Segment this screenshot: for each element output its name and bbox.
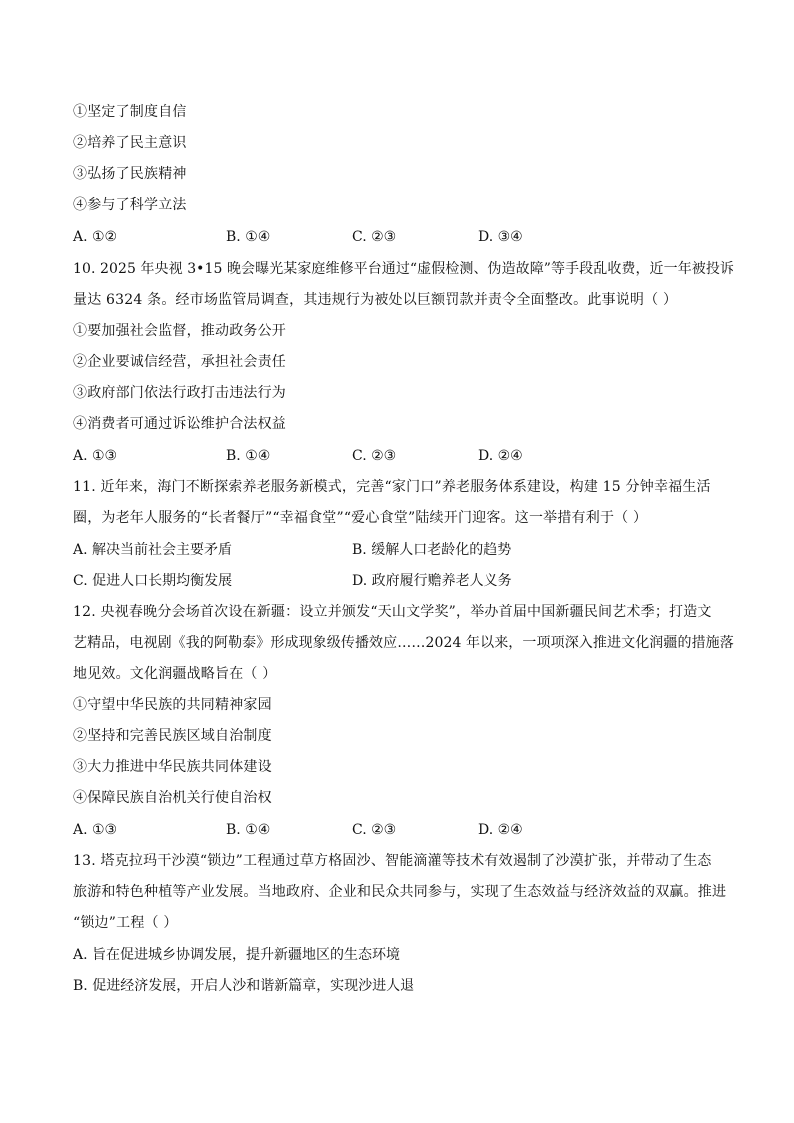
q12-option-a[interactable]: A. ①③: [73, 822, 118, 838]
q11-option-c[interactable]: C. 促进人口长期均衡发展: [73, 573, 233, 589]
q12-option-d[interactable]: D. ②④: [478, 822, 523, 838]
q12-option-b[interactable]: B. ①④: [226, 822, 271, 838]
q10-option-d[interactable]: D. ②④: [478, 448, 523, 464]
q12-option-c[interactable]: C. ②③: [352, 822, 397, 838]
q10-option-b[interactable]: B. ①④: [226, 448, 271, 464]
q10-item-1: ①要加强社会监督，推动政务公开: [73, 323, 286, 339]
q11-option-a[interactable]: A. 解决当前社会主要矛盾: [73, 542, 233, 558]
q9-item-2: ②培养了民主意识: [73, 135, 187, 151]
q12-item-3: ③大力推进中华民族共同体建设: [73, 759, 272, 775]
q12-item-4: ④保障民族自治机关行使自治权: [73, 790, 272, 806]
q9-option-a[interactable]: A. ①②: [73, 229, 118, 245]
q11-option-b[interactable]: B. 缓解人口老龄化的趋势: [352, 542, 512, 558]
q12-stem-line-1: 12. 央视春晚分会场首次设在新疆：设立并颁发“天山文学奖”，举办首届中国新疆民间艺术季；打造文: [73, 604, 712, 620]
q9-option-b[interactable]: B. ①④: [226, 229, 271, 245]
q13-stem-line-3: “锁边”工程（ ）: [73, 915, 178, 931]
q10-option-c[interactable]: C. ②③: [352, 448, 397, 464]
q12-stem-line-2: 艺精品，电视剧《我的阿勒泰》形成现象级传播效应……2024 年以来，一项项深入推进文化润疆的措施落: [73, 635, 734, 651]
q12-item-2: ②坚持和完善民族区域自治制度: [73, 728, 272, 744]
q10-option-a[interactable]: A. ①③: [73, 448, 118, 464]
q9-item-3: ③弘扬了民族精神: [73, 166, 187, 182]
q12-stem-line-3: 地见效。文化润疆战略旨在（ ）: [73, 666, 277, 682]
q13-option-a[interactable]: A. 旨在促进城乡协调发展，提升新疆地区的生态环境: [73, 947, 401, 963]
q9-item-1: ①坚定了制度自信: [73, 104, 187, 120]
q10-stem-line-2: 量达 6324 条。经市场监管局调查，其违规行为被处以巨额罚款并责令全面整改。此事说明（ ）: [73, 292, 678, 308]
q10-item-3: ③政府部门依法行政打击违法行为: [73, 385, 286, 401]
q13-stem-line-2: 旅游和特色种植等产业发展。当地政府、企业和民众共同参与，实现了生态效益与经济效益的双赢。推进: [73, 884, 727, 900]
q9-option-c[interactable]: C. ②③: [352, 229, 397, 245]
q13-stem-line-1: 13. 塔克拉玛干沙漠“锁边”工程通过草方格固沙、智能滴灌等技术有效遏制了沙漠扩张，并带动了生态: [73, 853, 712, 869]
q10-item-2: ②企业要诚信经营，承担社会责任: [73, 354, 286, 370]
q11-stem-line-2: 圈，为老年人服务的“长者餐厅”“幸福食堂”“爱心食堂”陆续开门迎客。这一举措有利于（ ）: [73, 510, 648, 526]
q9-option-d[interactable]: D. ③④: [478, 229, 523, 245]
q12-item-1: ①守望中华民族的共同精神家园: [73, 697, 272, 713]
q11-stem-line-1: 11. 近年来，海门不断探索养老服务新模式，完善“家门口”养老服务体系建设，构建 15 分钟幸福生活: [73, 479, 711, 495]
q10-stem-line-1: 10. 2025 年央视 3•15 晚会曝光某家庭维修平台通过“虚假检测、伪造故障”等手段乱收费，近一年被投诉: [73, 261, 734, 277]
q9-item-4: ④参与了科学立法: [73, 197, 187, 213]
q11-option-d[interactable]: D. 政府履行赡养老人义务: [352, 573, 512, 589]
q10-item-4: ④消费者可通过诉讼维护合法权益: [73, 416, 286, 432]
q13-option-b[interactable]: B. 促进经济发展，开启人沙和谐新篇章，实现沙进人退: [73, 978, 415, 994]
